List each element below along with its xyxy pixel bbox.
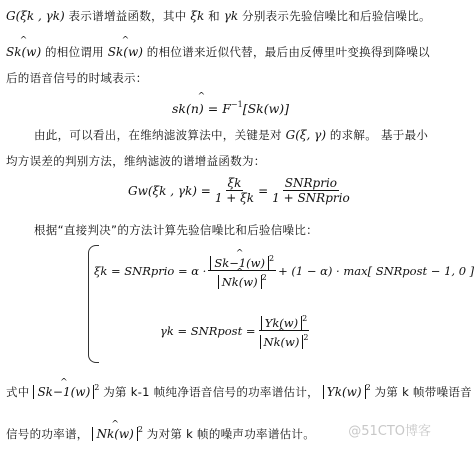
post-den-square: 2 (303, 333, 309, 342)
text-line-1 (6, 8, 431, 24)
equation-wiener-gain (128, 176, 354, 205)
frac-post-den: ^ Nk(w) (260, 335, 304, 349)
text-line-7 (6, 383, 472, 400)
den-square: 2 (261, 273, 267, 282)
text-clean-power: 为第 k-1 帧纯净语音信号的功率谱估计， (103, 385, 319, 399)
frac-prior-num: ^ Sk−1(w) (210, 256, 269, 270)
text-solve: 的求解。 基于最小 (329, 128, 429, 142)
text-phase: 的相位谓用 (44, 45, 104, 59)
abs-n: ^ Nk(w) (92, 427, 137, 441)
eq-gw-lhs: Gw(ξk , γk) = (128, 183, 211, 198)
eq-xi-lhs: ξk = SNRprio = α · (94, 263, 207, 278)
frac-snr-num: SNRprio (284, 176, 338, 190)
eq-inverse-exp: −1 (230, 100, 243, 109)
eq-s-rhs: [Sk(w)] (242, 101, 290, 116)
xi-symbol: ξk (190, 9, 205, 23)
text-line-4 (34, 127, 428, 143)
fraction-snr (270, 176, 352, 205)
fraction-prior (208, 252, 276, 289)
abs-y-square: 2 (365, 383, 371, 392)
watermark-text: @51CTO博客 (348, 424, 431, 439)
text-phase-approx: 的相位谱来近似代替，最后由反傅里叶变换得到降噪以 (146, 45, 430, 59)
fraction-post (258, 312, 311, 349)
abs-s-prev-square: 2 (94, 383, 100, 392)
text-snr-desc: 分别表示先验信噪比和后验信噪比。 (242, 9, 431, 23)
abs-s-prev: ^ Sk−1(w) (33, 385, 94, 399)
gamma-symbol: γk (223, 9, 239, 23)
abs-n-square: 2 (137, 425, 143, 434)
text-noise-estimate: 为对第 k 帧的噪声功率谱估计。 (146, 427, 316, 441)
s-hat-2: ^ Sk(w) (108, 45, 143, 59)
frac-xi-num: ξk (227, 176, 242, 190)
frac-xi-den: 1 + ξk (214, 191, 255, 205)
text-noisy-speech: 为第 k 帧带噪语音 (374, 385, 472, 399)
equation-inverse-fourier (172, 100, 289, 116)
frac-prior-den: ^ Nk(w) (218, 275, 262, 289)
text-signal-power: 信号的功率谱， (6, 427, 89, 441)
num-square: 2 (268, 254, 275, 263)
equation-post-snr (160, 312, 312, 349)
g-xi-gamma: G(ξ, γ) (285, 128, 326, 142)
abs-y: Yk(w) (323, 385, 366, 399)
g-function: G(ξk , γk) (6, 9, 65, 23)
text-line-6: 根据“直接判决”的方法计算先验信噪比和后验信噪比： (34, 223, 318, 237)
eq-s-lhs: ^ sk(n) = F (172, 101, 231, 116)
eq-xi-rest: + (1 − α) · max[ SNRpost − 1, 0 ] (278, 263, 474, 278)
frac-snr-den: 1 + SNRprio (272, 191, 350, 205)
post-num-square: 2 (302, 314, 308, 323)
text-line-3: 后的语音信号的时域表示： (6, 71, 148, 85)
equals-sign: = (258, 183, 269, 198)
text-line-5: 均方误差的判别方法，维纳滤波的谱增益函数为： (6, 154, 266, 168)
text-and: 和 (208, 9, 220, 23)
eq-gamma-lhs: γk = SNRpost = (160, 323, 256, 338)
text-line-2 (6, 44, 430, 60)
s-hat-1: ^ Sk(w) (6, 45, 41, 59)
text-key-point: 由此，可以看出，在维纳滤波算法中，关键是对 (34, 128, 282, 142)
fraction-xi (213, 176, 256, 205)
text-spectral-gain: 表示谱增益函数，其中 (68, 9, 187, 23)
frac-post-num: Yk(w) (261, 316, 302, 330)
text-line-8 (6, 425, 315, 442)
equation-prior-snr (94, 252, 474, 289)
text-where: 式中 (6, 385, 30, 399)
